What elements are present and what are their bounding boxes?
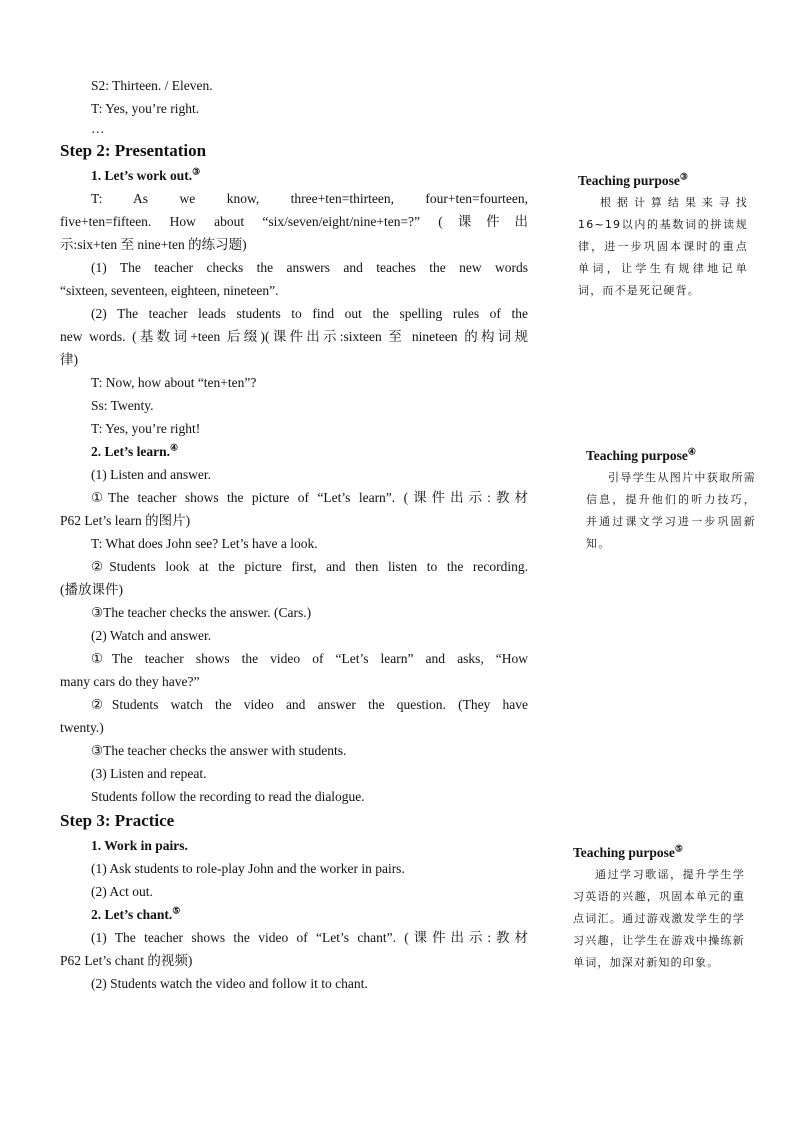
paragraph-line: (1) Ask students to role-play John and the worker in pairs.: [91, 861, 405, 876]
teaching-purpose-text: 引导学生从图片中获取所需信息，提升他们的听力技巧，并通过课文学习进一步巩固新知。: [586, 471, 756, 550]
lesson-plan-body: [60, 74, 528, 995]
step3-heading: Step 3: Practice: [60, 811, 175, 830]
teaching-purpose-title: Teaching purpose④: [586, 446, 696, 463]
dialogue-line: T: Yes, you’re right.: [91, 101, 200, 116]
paragraph-line: (2) Act out.: [91, 884, 153, 899]
dialogue-line: T: Yes, you’re right!: [91, 421, 201, 436]
teaching-purpose-3: [578, 170, 748, 302]
paragraph-line: ②Students watch the video and answer the question. (They have: [91, 697, 528, 712]
paragraph-line: (1) Listen and answer.: [91, 467, 211, 482]
paragraph-line: new words. (基数词+teen 后缀)(课件出示:sixteen 至 nineteen 的构词规: [60, 329, 528, 344]
paragraph-line: ③The teacher checks the answer with students.: [91, 743, 347, 758]
paragraph-line: Students follow the recording to read the dialogue.: [91, 789, 365, 804]
section-heading: 1. Work in pairs.: [91, 838, 188, 853]
footnote-mark: ⑤: [674, 843, 683, 854]
ellipsis: …: [91, 121, 105, 136]
paragraph-line: ①The teacher shows the picture of “Let’s learn”. (课件出示:教材: [91, 490, 528, 505]
paragraph-line: (2) The teacher leads students to find out the spelling rules of the: [91, 306, 528, 321]
footnote-mark: ③: [679, 171, 688, 182]
paragraph-line: P62 Let’s learn 的图片): [60, 513, 191, 528]
teaching-purpose-title: Teaching purpose③: [578, 171, 688, 188]
dialogue-line: T: Now, how about “ten+ten”?: [91, 375, 257, 390]
footnote-mark: ④: [169, 442, 179, 453]
dialogue-line: T: What does John see? Let’s have a look.: [91, 536, 318, 551]
step2-heading: Step 2: Presentation: [60, 141, 207, 160]
teaching-purpose-title: Teaching purpose⑤: [573, 843, 683, 860]
paragraph-line: ②Students look at the picture first, and then listen to the recording.: [91, 559, 528, 574]
section-heading: 2. Let’s learn.④: [91, 442, 179, 459]
footnote-mark: ③: [192, 166, 201, 177]
paragraph-line: ①The teacher shows the video of “Let’s learn” and asks, “How: [91, 651, 528, 666]
paragraph-line: 示:six+ten 至 nine+ten 的练习题): [60, 237, 247, 252]
paragraph-line: many cars do they have?”: [60, 674, 200, 689]
teaching-purpose-text: 通过学习歌谣，提升学生学习英语的兴趣，巩固本单元的重点词汇。通过游戏激发学生的学习兴趣，让学生在游戏中操练新单词，加深对新知的印象。: [573, 868, 745, 969]
paragraph-line: 律): [60, 352, 78, 367]
dialogue-line: Ss: Twenty.: [91, 398, 154, 413]
paragraph-line: (2) Watch and answer.: [91, 628, 212, 643]
paragraph-line: (1) The teacher checks the answers and teaches the new words: [91, 260, 528, 275]
teaching-purpose-5: [573, 842, 745, 974]
section-heading: 2. Let’s chant.⑤: [91, 905, 181, 922]
paragraph-line: “sixteen, seventeen, eighteen, nineteen”.: [60, 283, 279, 298]
section-heading: 1. Let’s work out.③: [91, 166, 201, 183]
paragraph-line: T: As we know, three+ten=thirteen, four+ten=fourteen,: [91, 191, 528, 206]
paragraph-line: (3) Listen and repeat.: [91, 766, 207, 781]
teaching-purpose-text: 根据计算结果来寻找16~19以内的基数词的拼读规律，进一步巩固本课时的重点单词，让学生有规律地记单词，而不是死记硬背。: [578, 196, 748, 297]
paragraph-line: P62 Let’s chant 的视频): [60, 953, 193, 968]
teaching-purpose-4: [586, 445, 756, 555]
paragraph-line: five+ten=fifteen. How about “six/seven/eight/nine+ten=?” (课件出: [60, 214, 528, 229]
dialogue-line: S2: Thirteen. / Eleven.: [91, 78, 213, 93]
paragraph-line: (1) The teacher shows the video of “Let’s chant”. (课件出示:教材: [91, 930, 528, 945]
paragraph-line: twenty.): [60, 720, 104, 735]
paragraph-line: (2) Students watch the video and follow it to chant.: [91, 976, 368, 991]
paragraph-line: ③The teacher checks the answer. (Cars.): [91, 605, 312, 620]
paragraph-line: (播放课件): [60, 582, 123, 597]
footnote-mark: ④: [687, 446, 696, 457]
footnote-mark: ⑤: [172, 905, 181, 916]
